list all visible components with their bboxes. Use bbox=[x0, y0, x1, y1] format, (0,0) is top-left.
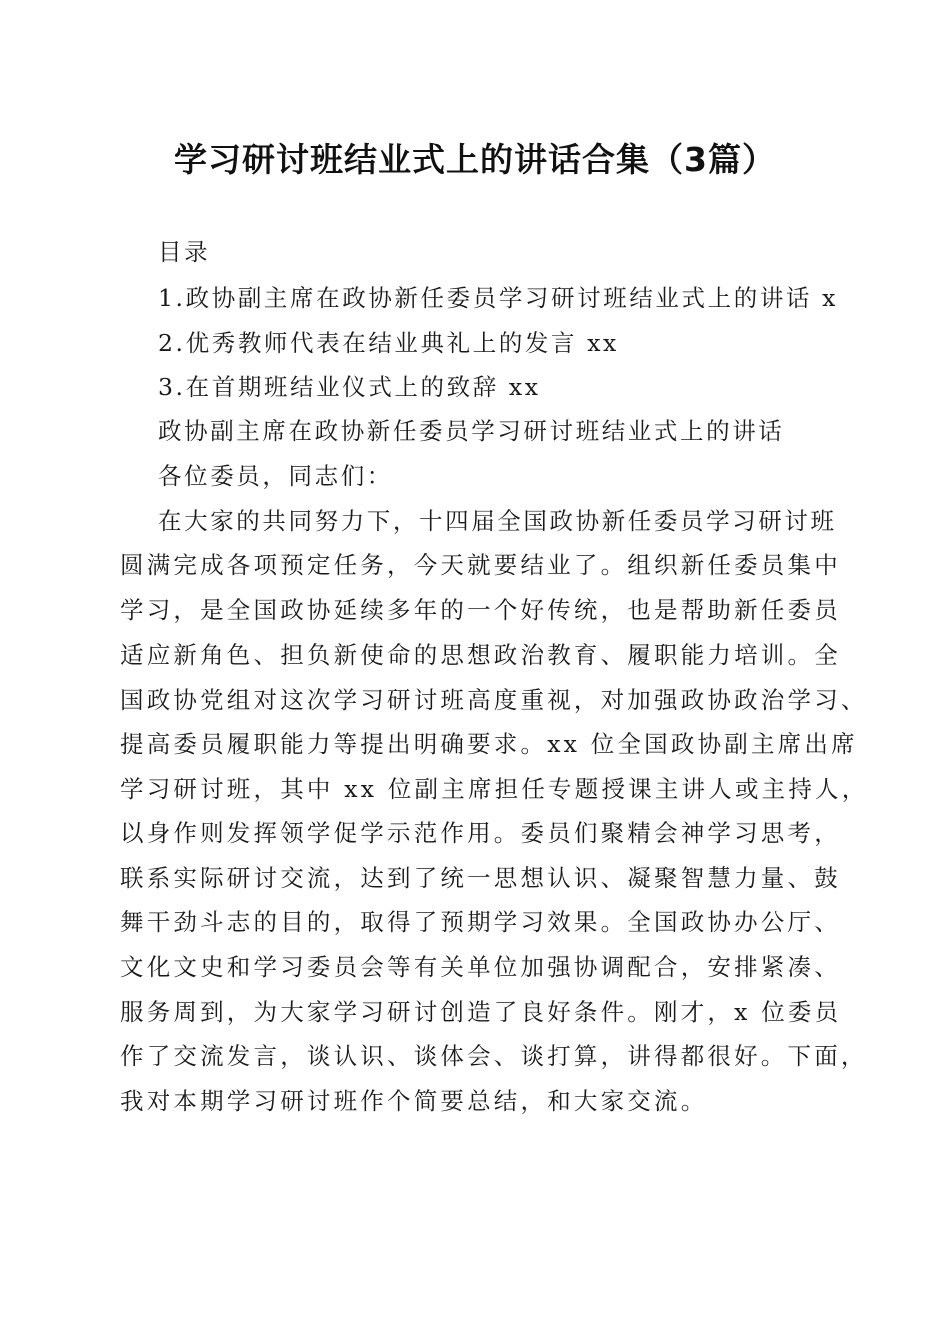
toc-item: 1.政协副主席在政协新任委员学习研讨班结业式上的讲话 x bbox=[158, 284, 838, 312]
section-title: 政协副主席在政协新任委员学习研讨班结业式上的讲话 bbox=[158, 417, 785, 445]
paragraph-line: 以身作则发挥领学促学示范作用。委员们聚精会神学习思考， bbox=[120, 819, 841, 847]
toc-item: 3.在首期班结业仪式上的致辞 xx bbox=[158, 373, 541, 401]
document-title: 学习研讨班结业式上的讲话合集（3篇） bbox=[174, 140, 776, 179]
paragraph-line: 提高委员履职能力等提出明确要求。xx 位全国政协副主席出席 bbox=[120, 730, 858, 758]
paragraph-line: 学习，是全国政协延续多年的一个好传统，也是帮助新任委员 bbox=[120, 596, 841, 624]
paragraph-line: 我对本期学习研讨班作个简要总结，和大家交流。 bbox=[120, 1087, 708, 1115]
salutation: 各位委员，同志们： bbox=[158, 462, 393, 490]
paragraph-line: 舞干劲斗志的目的，取得了预期学习效果。全国政协办公厅、 bbox=[120, 908, 841, 936]
toc-heading: 目录 bbox=[158, 238, 211, 266]
paragraph-line: 适应新角色、担负新使命的思想政治教育、履职能力培训。全 bbox=[120, 641, 841, 669]
paragraph-line: 学习研讨班，其中 xx 位副主席担任专题授课主讲人或主持人， bbox=[120, 775, 869, 803]
paragraph-line: 服务周到，为大家学习研讨创造了良好条件。刚才，x 位委员 bbox=[120, 998, 842, 1026]
paragraph-line: 圆满完成各项预定任务，今天就要结业了。组织新任委员集中 bbox=[120, 551, 841, 579]
toc-item: 2.优秀教师代表在结业典礼上的发言 xx bbox=[158, 329, 619, 357]
paragraph-line: 联系实际研讨交流，达到了统一思想认识、凝聚智慧力量、鼓 bbox=[120, 864, 841, 892]
paragraph-line: 作了交流发言，谈认识、谈体会、谈打算，讲得都很好。下面， bbox=[120, 1042, 868, 1070]
paragraph-line: 国政协党组对这次学习研讨班高度重视，对加强政协政治学习、 bbox=[120, 686, 868, 714]
paragraph-line: 文化文史和学习委员会等有关单位加强协调配合，安排紧凑、 bbox=[120, 953, 841, 981]
paragraph-line: 在大家的共同努力下，十四届全国政协新任委员学习研讨班 bbox=[158, 507, 837, 535]
